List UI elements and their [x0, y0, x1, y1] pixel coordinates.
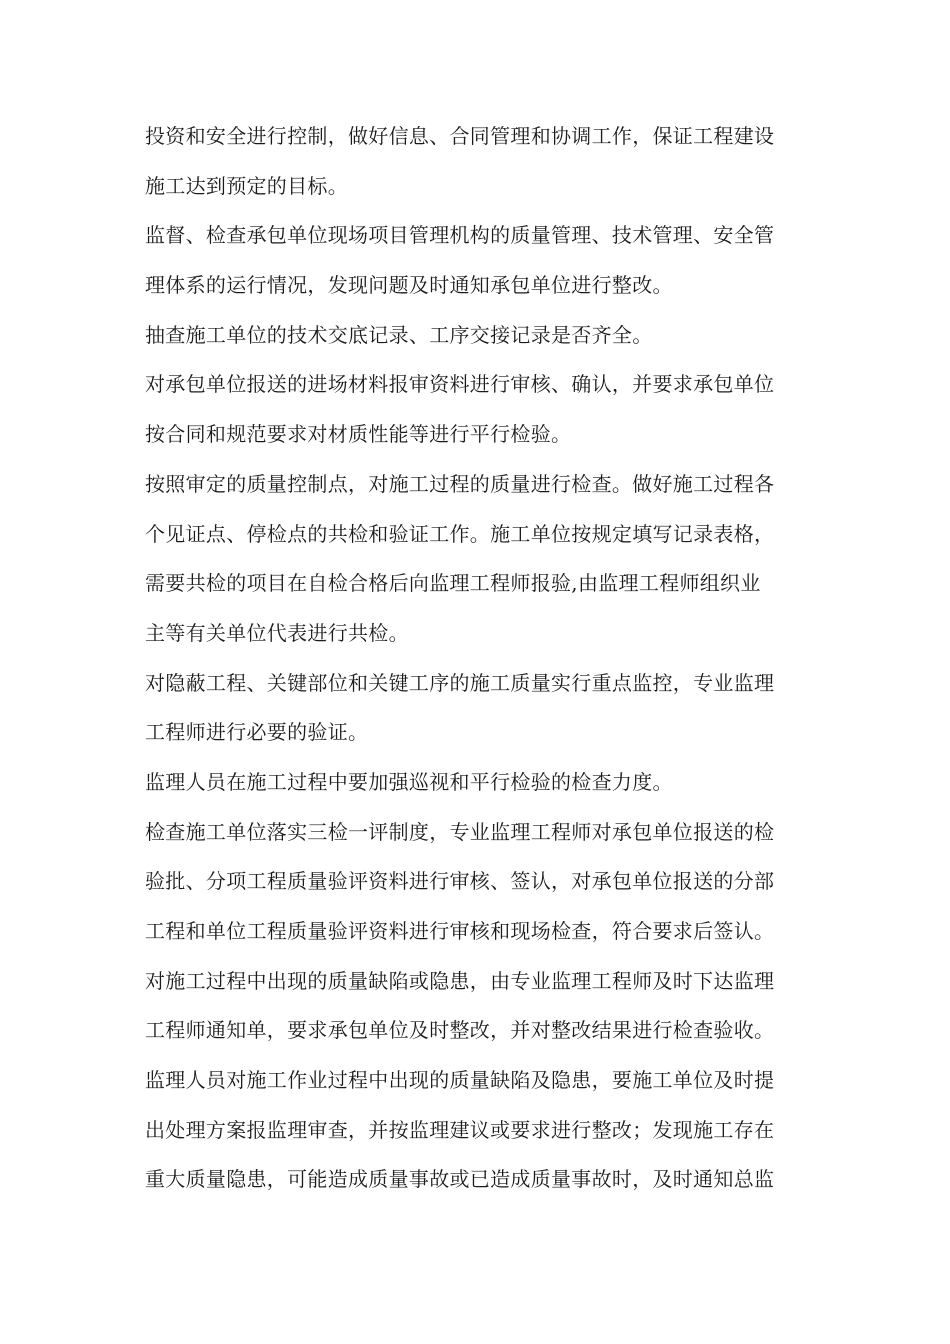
text-line: 验批、分项工程质量验评资料进行审核、签认，对承包单位报送的分部	[145, 869, 775, 894]
text-line: 按合同和规范要求对材质性能等进行平行检验。	[145, 422, 572, 447]
text-line: 对隐蔽工程、关键部位和关键工序的施工质量实行重点监控，专业监理	[145, 670, 775, 695]
text-line: 工程师通知单，要求承包单位及时整改，并对整改结果进行检查验收。	[145, 1018, 775, 1043]
document-body	[145, 112, 815, 1205]
text-line: 监督、检查承包单位现场项目管理机构的质量管理、技术管理、安全管	[145, 223, 775, 248]
text-line: 投资和安全进行控制，做好信息、合同管理和协调工作，保证工程建设	[145, 124, 775, 148]
text-line: 对承包单位报送的进场材料报审资料进行审核、确认，并要求承包单位	[145, 372, 775, 397]
text-line: 理体系的运行情况，发现问题及时通知承包单位进行整改。	[145, 273, 673, 298]
text-line: 重大质量隐患，可能造成质量事故或已造成质量事故时，及时通知总监	[145, 1167, 775, 1192]
text-line: 按照审定的质量控制点，对施工过程的质量进行检查。做好施工过程各	[145, 471, 775, 496]
text-line: 需要共检的项目在自检合格后向监理工程师报验,由监理工程师组织业	[145, 571, 761, 596]
text-line: 工程和单位工程质量验评资料进行审核和现场检查，符合要求后签认。	[145, 919, 775, 943]
text-line: 对施工过程中出现的质量缺陷或隐患，由专业监理工程师及时下达监理	[145, 968, 775, 993]
text-line: 出处理方案报监理审查，并按监理建议或要求进行整改；发现施工存在	[145, 1117, 775, 1142]
text-line: 监理人员对施工作业过程中出现的质量缺陷及隐患，要施工单位及时提	[145, 1068, 775, 1093]
text-line: 检查施工单位落实三检一评制度，专业监理工程师对承包单位报送的检	[145, 819, 775, 844]
text-line: 施工达到预定的目标。	[145, 173, 348, 198]
text-line: 监理人员在施工过程中要加强巡视和平行检验的检查力度。	[145, 769, 673, 794]
text-line: 主等有关单位代表进行共检。	[145, 620, 409, 645]
text-line: 工程师进行必要的验证。	[145, 720, 369, 745]
text-line: 抽查施工单位的技术交底记录、工序交接记录是否齐全。	[145, 322, 653, 347]
text-line: 个见证点、停检点的共检和验证工作。施工单位按规定填写记录表格，	[145, 521, 775, 546]
